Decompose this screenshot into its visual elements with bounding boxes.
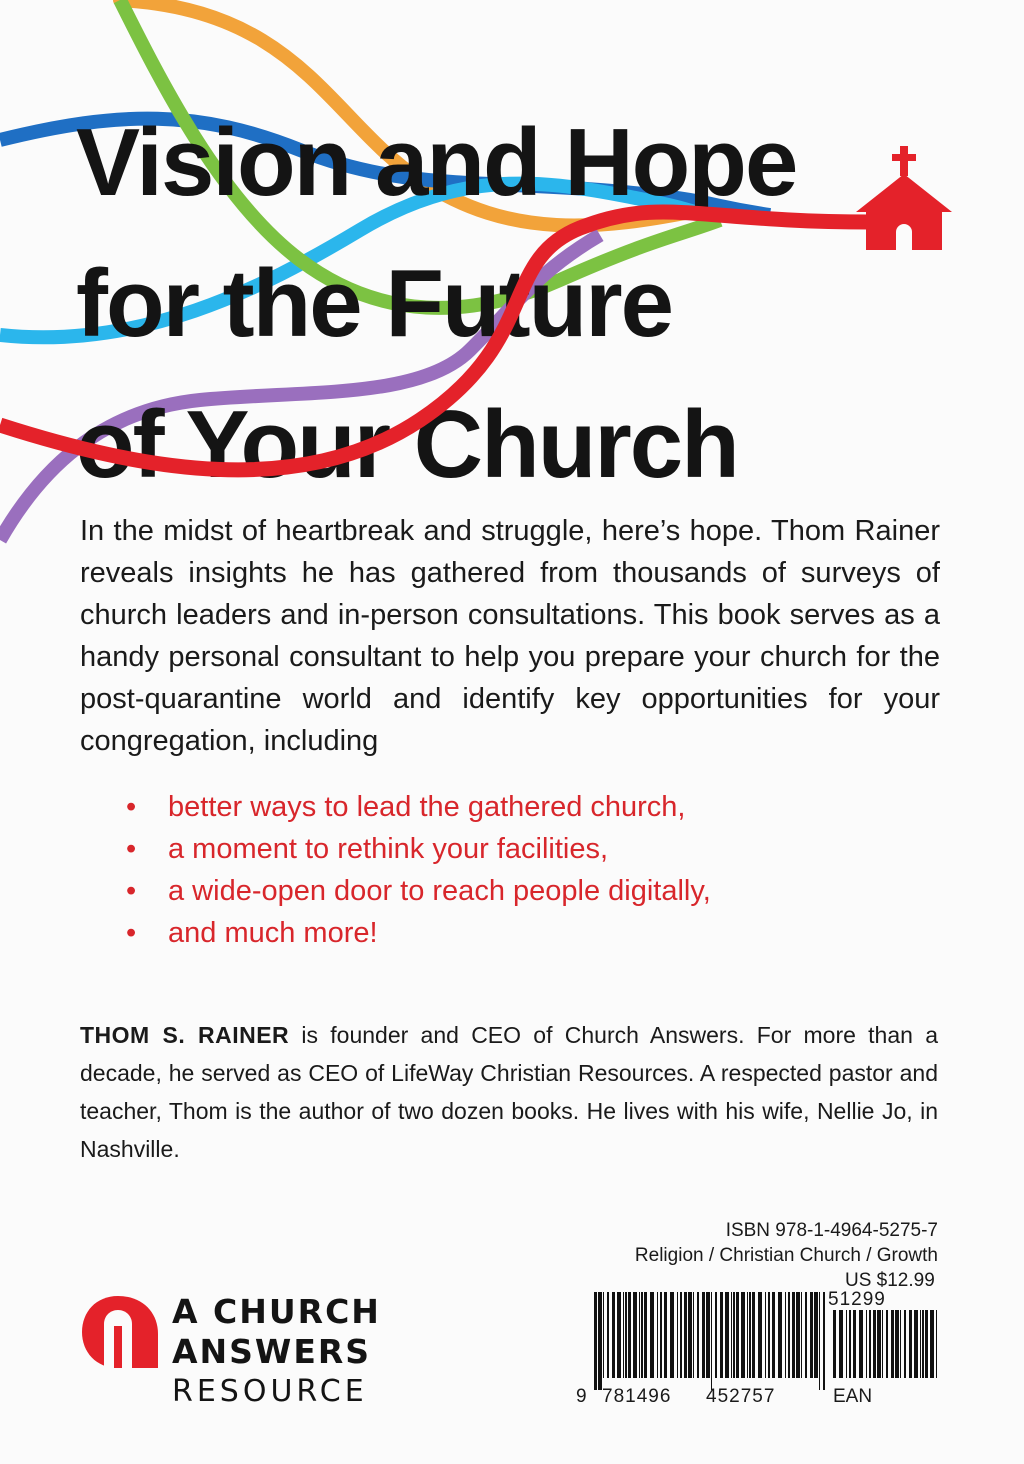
barcode-bar bbox=[670, 1292, 674, 1378]
highlights-list bbox=[126, 786, 711, 954]
barcode-bar bbox=[801, 1292, 802, 1378]
barcode-bar bbox=[607, 1292, 609, 1378]
author-bio-text: is founder and CEO of Church Answers. For more than a decade, he served as CEO of LifeWay Christian Resources. A respected pastor and teacher, Thom is the author of two dozen books. He lives with his wife, Nellie Jo, in Nashville. bbox=[80, 1022, 938, 1162]
barcode-bar bbox=[785, 1292, 786, 1378]
barcode-bar bbox=[873, 1310, 876, 1378]
barcode-bar bbox=[925, 1310, 928, 1378]
church-answers-logo-icon bbox=[80, 1294, 160, 1370]
price-code: 51299 bbox=[828, 1289, 886, 1310]
barcode-bar bbox=[839, 1310, 843, 1378]
barcode-bar bbox=[731, 1292, 732, 1378]
barcode-bar bbox=[823, 1292, 825, 1390]
barcode-bar bbox=[853, 1310, 856, 1378]
book-metadata bbox=[635, 1218, 938, 1268]
barcode-bar bbox=[702, 1292, 705, 1378]
barcode-bar bbox=[628, 1292, 631, 1378]
barcode-bar bbox=[772, 1292, 775, 1378]
author-bio bbox=[80, 1016, 938, 1168]
barcode-digits-right: 452757 bbox=[706, 1386, 776, 1407]
logo-line-3: RESOURCE bbox=[172, 1374, 368, 1409]
barcode-bar bbox=[741, 1292, 745, 1378]
barcode-bar bbox=[639, 1292, 640, 1378]
barcode-bar bbox=[866, 1310, 867, 1378]
barcode-bar bbox=[660, 1292, 662, 1378]
barcode-bar bbox=[936, 1310, 937, 1378]
barcode-bar bbox=[833, 1310, 836, 1378]
title-line-1: Vision and Hope bbox=[76, 109, 797, 216]
barcode-bar bbox=[749, 1292, 751, 1378]
barcode-bar bbox=[641, 1292, 643, 1378]
barcode-bar bbox=[895, 1310, 899, 1378]
barcode-bar bbox=[796, 1292, 800, 1378]
list-item: • a moment to rethink your facilities, bbox=[126, 828, 711, 870]
barcode-bar bbox=[882, 1310, 883, 1378]
price: US $12.99 bbox=[845, 1270, 935, 1291]
barcode-bar bbox=[612, 1292, 615, 1378]
barcode-bar bbox=[819, 1292, 820, 1390]
barcode-bar bbox=[768, 1292, 770, 1378]
barcode-bar bbox=[664, 1292, 667, 1378]
barcode-bar bbox=[688, 1292, 692, 1378]
barcode-bar bbox=[904, 1310, 906, 1378]
barcode-bar bbox=[765, 1292, 766, 1378]
barcode-bar bbox=[810, 1292, 813, 1378]
barcode-bar bbox=[909, 1310, 912, 1378]
barcode-bar bbox=[792, 1292, 795, 1378]
barcode-bar bbox=[886, 1310, 888, 1378]
barcode-bar bbox=[920, 1310, 921, 1378]
author-name: THOM S. RAINER bbox=[80, 1022, 290, 1048]
barcode-bar bbox=[747, 1292, 748, 1378]
barcode-bar bbox=[846, 1310, 847, 1378]
book-description: In the midst of heartbreak and struggle, here’s hope. Thom Rainer reveals insights he has gathered from thousands of surveys of church leaders and in-person consultations. This book serves as a handy personal consultant to help you prepare your church for the post-quarantine world and identify key opportunities for your congregation, including bbox=[80, 515, 940, 757]
title-line-3: of Your Church bbox=[76, 391, 738, 498]
barcode-bar bbox=[900, 1310, 901, 1378]
barcode-digit-first: 9 bbox=[576, 1386, 588, 1407]
list-item: • and much more! bbox=[126, 912, 711, 954]
barcode-addon bbox=[833, 1310, 940, 1390]
logo-line-1: A CHURCH bbox=[172, 1292, 381, 1331]
barcode-bar bbox=[715, 1292, 717, 1378]
barcode-bar bbox=[598, 1292, 602, 1390]
barcode-bar bbox=[877, 1310, 881, 1378]
barcode-digits-left: 781496 bbox=[602, 1386, 672, 1407]
barcode-bar bbox=[922, 1310, 924, 1378]
barcode-bar bbox=[778, 1292, 782, 1378]
barcode-bar bbox=[736, 1292, 739, 1378]
barcode-bar bbox=[733, 1292, 735, 1378]
barcode-bar bbox=[805, 1292, 807, 1378]
barcode bbox=[594, 1292, 826, 1390]
barcode-bar bbox=[697, 1292, 699, 1378]
barcode-digits bbox=[576, 1386, 775, 1408]
barcode-bar bbox=[930, 1310, 934, 1378]
barcode-bar bbox=[914, 1310, 918, 1378]
barcode-bar bbox=[657, 1292, 658, 1378]
barcode-bar bbox=[684, 1292, 687, 1378]
barcode-bar bbox=[814, 1292, 818, 1378]
barcode-bar bbox=[633, 1292, 637, 1378]
church-icon bbox=[856, 146, 952, 256]
barcode-bar bbox=[625, 1292, 627, 1378]
barcode-bar bbox=[693, 1292, 694, 1378]
publisher-logo-text bbox=[172, 1292, 381, 1412]
list-item: • a wide-open door to reach people digitally, bbox=[126, 870, 711, 912]
list-item: • better ways to lead the gathered church, bbox=[126, 786, 711, 828]
barcode-bar bbox=[711, 1292, 712, 1390]
barcode-bar bbox=[644, 1292, 647, 1378]
barcode-bar bbox=[859, 1310, 863, 1378]
barcode-bar bbox=[725, 1292, 729, 1378]
barcode-bar bbox=[617, 1292, 621, 1378]
isbn: ISBN 978-1-4964-5275-7 bbox=[725, 1220, 938, 1241]
barcode-bar bbox=[680, 1292, 682, 1378]
barcode-bar bbox=[788, 1292, 790, 1378]
logo-line-2: ANSWERS bbox=[172, 1332, 372, 1371]
title-line-2: for the Future bbox=[76, 250, 672, 357]
barcode-bar bbox=[869, 1310, 871, 1378]
barcode-bar bbox=[752, 1292, 755, 1378]
barcode-bar bbox=[758, 1292, 762, 1378]
barcode-bar bbox=[677, 1292, 678, 1378]
cover-title bbox=[76, 92, 796, 515]
ean-label: EAN bbox=[833, 1386, 873, 1407]
barcode-bar bbox=[623, 1292, 624, 1378]
barcode-bar bbox=[594, 1292, 597, 1390]
barcode-bar bbox=[720, 1292, 723, 1378]
barcode-bar bbox=[603, 1292, 604, 1378]
barcode-bar bbox=[706, 1292, 710, 1378]
barcode-bar bbox=[650, 1292, 654, 1378]
barcode-bar bbox=[891, 1310, 894, 1378]
category: Religion / Christian Church / Growth bbox=[634, 1245, 938, 1266]
barcode-bar bbox=[849, 1310, 851, 1378]
